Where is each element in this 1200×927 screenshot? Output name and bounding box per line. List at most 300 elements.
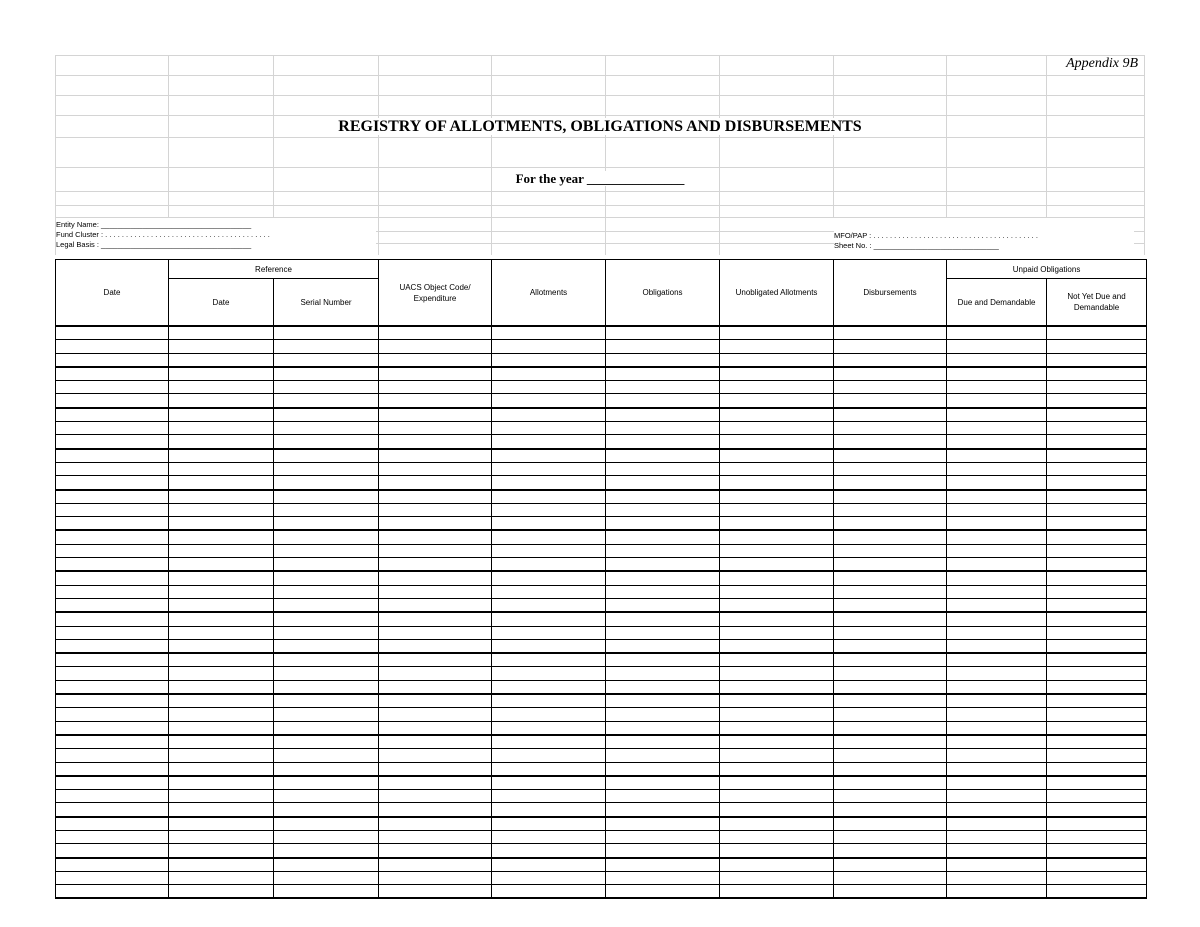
table-cell — [947, 558, 1047, 572]
table-cell — [274, 817, 379, 831]
header-serial-number: Serial Number — [274, 279, 379, 327]
table-cell — [834, 503, 947, 516]
table-cell — [1047, 476, 1147, 490]
table-cell — [379, 503, 492, 516]
table-cell — [169, 435, 274, 449]
table-cell — [834, 326, 947, 340]
table-cell — [56, 490, 169, 504]
table-row — [56, 462, 1147, 475]
table-cell — [492, 490, 606, 504]
table-cell — [274, 503, 379, 516]
table-row — [56, 503, 1147, 516]
table-cell — [1047, 462, 1147, 475]
table-cell — [274, 626, 379, 639]
table-cell — [606, 585, 720, 598]
table-cell — [274, 790, 379, 803]
table-cell — [720, 858, 834, 872]
table-cell — [56, 503, 169, 516]
table-cell — [274, 449, 379, 463]
table-cell — [720, 790, 834, 803]
table-cell — [274, 422, 379, 435]
table-cell — [274, 803, 379, 817]
table-cell — [56, 817, 169, 831]
table-row — [56, 790, 1147, 803]
table-cell — [274, 680, 379, 694]
table-cell — [56, 517, 169, 531]
table-cell — [947, 776, 1047, 790]
table-cell — [379, 408, 492, 422]
table-cell — [834, 530, 947, 544]
table-cell — [379, 571, 492, 585]
table-cell — [720, 422, 834, 435]
table-cell — [1047, 667, 1147, 680]
table-row — [56, 544, 1147, 557]
table-cell — [606, 735, 720, 749]
table-cell — [720, 544, 834, 557]
table-cell — [606, 667, 720, 680]
table-cell — [169, 503, 274, 516]
table-cell — [379, 762, 492, 776]
table-cell — [834, 871, 947, 884]
table-cell — [720, 817, 834, 831]
table-cell — [720, 517, 834, 531]
table-cell — [274, 340, 379, 353]
legal-basis-field: Legal Basis : ____________________________________ — [56, 240, 252, 249]
program-info — [834, 231, 1134, 251]
table-row — [56, 735, 1147, 749]
table-cell — [169, 844, 274, 858]
table-cell — [1047, 817, 1147, 831]
table-cell — [606, 680, 720, 694]
table-cell — [274, 776, 379, 790]
table-cell — [606, 871, 720, 884]
table-cell — [606, 885, 720, 899]
table-cell — [947, 667, 1047, 680]
table-cell — [834, 490, 947, 504]
header-uacs: UACS Object Code/ Expenditure — [379, 260, 492, 327]
table-cell — [492, 326, 606, 340]
table-cell — [379, 708, 492, 721]
table-cell — [56, 790, 169, 803]
header-due-demandable: Due and Demandable — [947, 279, 1047, 327]
table-cell — [834, 626, 947, 639]
table-cell — [56, 749, 169, 762]
table-cell — [169, 694, 274, 708]
table-cell — [1047, 598, 1147, 612]
table-cell — [274, 408, 379, 422]
table-cell — [492, 612, 606, 626]
table-cell — [492, 394, 606, 408]
table-cell — [834, 408, 947, 422]
table-cell — [606, 571, 720, 585]
table-cell — [720, 530, 834, 544]
table-cell — [834, 585, 947, 598]
table-cell — [274, 639, 379, 653]
table-cell — [492, 667, 606, 680]
table-cell — [606, 530, 720, 544]
table-cell — [947, 340, 1047, 353]
table-cell — [606, 517, 720, 531]
mfo-pap-field: MFO/PAP : . . . . . . . . . . . . . . . . . . . . . . . . . . . . . . . . . . . . . . . . — [834, 231, 1038, 240]
table-cell — [169, 340, 274, 353]
table-cell — [274, 653, 379, 667]
table-cell — [720, 435, 834, 449]
table-cell — [720, 735, 834, 749]
table-cell — [834, 449, 947, 463]
table-cell — [274, 708, 379, 721]
table-cell — [947, 885, 1047, 899]
table-cell — [492, 680, 606, 694]
table-cell — [274, 326, 379, 340]
table-cell — [56, 394, 169, 408]
table-cell — [492, 653, 606, 667]
table-row — [56, 817, 1147, 831]
table-cell — [492, 844, 606, 858]
table-cell — [379, 694, 492, 708]
table-cell — [379, 858, 492, 872]
table-row — [56, 762, 1147, 776]
table-cell — [492, 585, 606, 598]
table-cell — [492, 871, 606, 884]
table-row — [56, 517, 1147, 531]
table-cell — [947, 871, 1047, 884]
table-row — [56, 776, 1147, 790]
table-cell — [379, 885, 492, 899]
table-cell — [947, 735, 1047, 749]
table-cell — [834, 639, 947, 653]
table-cell — [606, 381, 720, 394]
table-cell — [274, 435, 379, 449]
table-cell — [492, 790, 606, 803]
table-cell — [169, 817, 274, 831]
table-row — [56, 667, 1147, 680]
table-cell — [834, 653, 947, 667]
table-cell — [379, 612, 492, 626]
table-cell — [274, 749, 379, 762]
table-row — [56, 653, 1147, 667]
table-cell — [947, 708, 1047, 721]
table-cell — [720, 844, 834, 858]
table-cell — [947, 830, 1047, 843]
table-cell — [834, 790, 947, 803]
table-cell — [492, 503, 606, 516]
table-cell — [947, 503, 1047, 516]
table-row — [56, 435, 1147, 449]
table-cell — [379, 626, 492, 639]
table-cell — [834, 817, 947, 831]
table-cell — [606, 790, 720, 803]
table-cell — [606, 612, 720, 626]
table-cell — [947, 626, 1047, 639]
table-cell — [720, 462, 834, 475]
table-cell — [947, 435, 1047, 449]
table-row — [56, 680, 1147, 694]
table-row — [56, 694, 1147, 708]
table-cell — [274, 530, 379, 544]
table-cell — [606, 749, 720, 762]
table-cell — [1047, 435, 1147, 449]
table-cell — [274, 558, 379, 572]
table-cell — [947, 422, 1047, 435]
table-cell — [720, 694, 834, 708]
table-cell — [1047, 422, 1147, 435]
table-cell — [834, 558, 947, 572]
table-cell — [56, 858, 169, 872]
table-cell — [56, 694, 169, 708]
table-cell — [169, 749, 274, 762]
table-cell — [492, 830, 606, 843]
table-row — [56, 394, 1147, 408]
table-cell — [947, 544, 1047, 557]
table-cell — [379, 653, 492, 667]
table-row — [56, 422, 1147, 435]
table-cell — [169, 422, 274, 435]
table-row — [56, 530, 1147, 544]
table-cell — [947, 612, 1047, 626]
table-row — [56, 326, 1147, 340]
table-cell — [169, 353, 274, 367]
table-cell — [274, 462, 379, 475]
table-cell — [169, 449, 274, 463]
table-cell — [274, 476, 379, 490]
table-cell — [606, 490, 720, 504]
table-cell — [606, 435, 720, 449]
table-cell — [606, 721, 720, 735]
table-cell — [379, 353, 492, 367]
table-cell — [947, 353, 1047, 367]
table-row — [56, 803, 1147, 817]
table-cell — [720, 667, 834, 680]
table-cell — [274, 858, 379, 872]
table-cell — [947, 490, 1047, 504]
table-cell — [834, 394, 947, 408]
entity-info — [56, 220, 376, 250]
table-cell — [492, 558, 606, 572]
table-cell — [169, 667, 274, 680]
table-cell — [834, 340, 947, 353]
table-cell — [947, 462, 1047, 475]
table-cell — [720, 326, 834, 340]
table-cell — [720, 381, 834, 394]
table-row — [56, 558, 1147, 572]
table-cell — [834, 708, 947, 721]
registry-table — [55, 259, 1147, 899]
table-cell — [492, 708, 606, 721]
table-cell — [492, 817, 606, 831]
entity-name-field: Entity Name: ____________________________________ — [56, 220, 252, 229]
table-cell — [720, 626, 834, 639]
table-cell — [169, 326, 274, 340]
table-cell — [169, 626, 274, 639]
table-cell — [834, 667, 947, 680]
table-cell — [834, 598, 947, 612]
table-cell — [56, 803, 169, 817]
table-cell — [834, 885, 947, 899]
table-cell — [274, 721, 379, 735]
table-cell — [56, 326, 169, 340]
table-cell — [606, 694, 720, 708]
table-cell — [379, 817, 492, 831]
header-date: Date — [56, 260, 169, 327]
table-cell — [1047, 530, 1147, 544]
table-row — [56, 598, 1147, 612]
table-cell — [492, 639, 606, 653]
table-cell — [1047, 885, 1147, 899]
table-cell — [169, 653, 274, 667]
table-cell — [720, 749, 834, 762]
table-cell — [834, 721, 947, 735]
table-cell — [1047, 340, 1147, 353]
table-cell — [169, 885, 274, 899]
table-cell — [274, 394, 379, 408]
table-cell — [379, 449, 492, 463]
table-cell — [56, 612, 169, 626]
table-cell — [379, 340, 492, 353]
table-cell — [947, 476, 1047, 490]
table-cell — [834, 844, 947, 858]
table-cell — [834, 858, 947, 872]
table-cell — [1047, 721, 1147, 735]
table-cell — [492, 462, 606, 475]
table-cell — [274, 612, 379, 626]
table-cell — [492, 517, 606, 531]
table-cell — [1047, 626, 1147, 639]
table-row — [56, 858, 1147, 872]
table-cell — [834, 762, 947, 776]
table-cell — [947, 394, 1047, 408]
table-cell — [492, 381, 606, 394]
table-cell — [492, 598, 606, 612]
table-cell — [169, 476, 274, 490]
table-cell — [56, 639, 169, 653]
table-cell — [1047, 585, 1147, 598]
table-cell — [1047, 408, 1147, 422]
table-cell — [1047, 367, 1147, 381]
table-cell — [492, 476, 606, 490]
header-allotments: Allotments — [492, 260, 606, 327]
table-cell — [1047, 749, 1147, 762]
table-cell — [720, 449, 834, 463]
table-cell — [947, 530, 1047, 544]
table-cell — [606, 353, 720, 367]
header-unobligated: Unobligated Allotments — [720, 260, 834, 327]
table-row — [56, 721, 1147, 735]
table-cell — [274, 885, 379, 899]
table-cell — [274, 571, 379, 585]
table-cell — [606, 830, 720, 843]
table-cell — [947, 694, 1047, 708]
table-cell — [379, 871, 492, 884]
table-cell — [492, 858, 606, 872]
table-cell — [834, 830, 947, 843]
table-cell — [56, 667, 169, 680]
table-cell — [56, 885, 169, 899]
table-row — [56, 585, 1147, 598]
table-cell — [274, 830, 379, 843]
table-cell — [274, 353, 379, 367]
table-cell — [169, 598, 274, 612]
table-cell — [379, 394, 492, 408]
table-cell — [169, 871, 274, 884]
table-cell — [169, 544, 274, 557]
table-cell — [834, 435, 947, 449]
table-cell — [56, 435, 169, 449]
table-cell — [379, 490, 492, 504]
table-cell — [492, 694, 606, 708]
table-cell — [947, 858, 1047, 872]
table-cell — [1047, 830, 1147, 843]
header-not-yet-due: Not Yet Due and Demandable — [1047, 279, 1147, 327]
table-cell — [274, 544, 379, 557]
table-cell — [56, 462, 169, 475]
table-cell — [1047, 394, 1147, 408]
table-cell — [379, 422, 492, 435]
table-cell — [1047, 517, 1147, 531]
table-cell — [1047, 762, 1147, 776]
table-cell — [720, 885, 834, 899]
table-cell — [274, 490, 379, 504]
table-cell — [379, 517, 492, 531]
table-cell — [720, 871, 834, 884]
table-cell — [1047, 803, 1147, 817]
table-row — [56, 871, 1147, 884]
table-cell — [720, 803, 834, 817]
table-cell — [606, 326, 720, 340]
table-cell — [606, 476, 720, 490]
table-cell — [379, 735, 492, 749]
table-cell — [1047, 790, 1147, 803]
table-cell — [492, 367, 606, 381]
table-cell — [56, 544, 169, 557]
table-cell — [492, 340, 606, 353]
table-cell — [720, 476, 834, 490]
table-cell — [606, 653, 720, 667]
table-cell — [947, 639, 1047, 653]
table-cell — [834, 612, 947, 626]
table-cell — [274, 598, 379, 612]
table-cell — [720, 639, 834, 653]
table-cell — [56, 476, 169, 490]
table-cell — [169, 803, 274, 817]
table-cell — [379, 544, 492, 557]
table-cell — [1047, 353, 1147, 367]
header-unpaid-obligations: Unpaid Obligations — [947, 260, 1147, 279]
table-cell — [1047, 490, 1147, 504]
table-cell — [606, 422, 720, 435]
table-cell — [1047, 326, 1147, 340]
table-cell — [720, 353, 834, 367]
table-cell — [56, 571, 169, 585]
table-cell — [169, 735, 274, 749]
table-cell — [274, 381, 379, 394]
table-row — [56, 353, 1147, 367]
table-cell — [379, 585, 492, 598]
table-cell — [1047, 558, 1147, 572]
table-cell — [606, 817, 720, 831]
table-cell — [169, 680, 274, 694]
table-cell — [947, 653, 1047, 667]
table-cell — [492, 530, 606, 544]
table-cell — [56, 598, 169, 612]
table-cell — [606, 394, 720, 408]
table-cell — [169, 408, 274, 422]
table-cell — [834, 694, 947, 708]
table-cell — [834, 476, 947, 490]
table-cell — [606, 708, 720, 721]
table-row — [56, 476, 1147, 490]
table-cell — [606, 367, 720, 381]
table-cell — [834, 749, 947, 762]
